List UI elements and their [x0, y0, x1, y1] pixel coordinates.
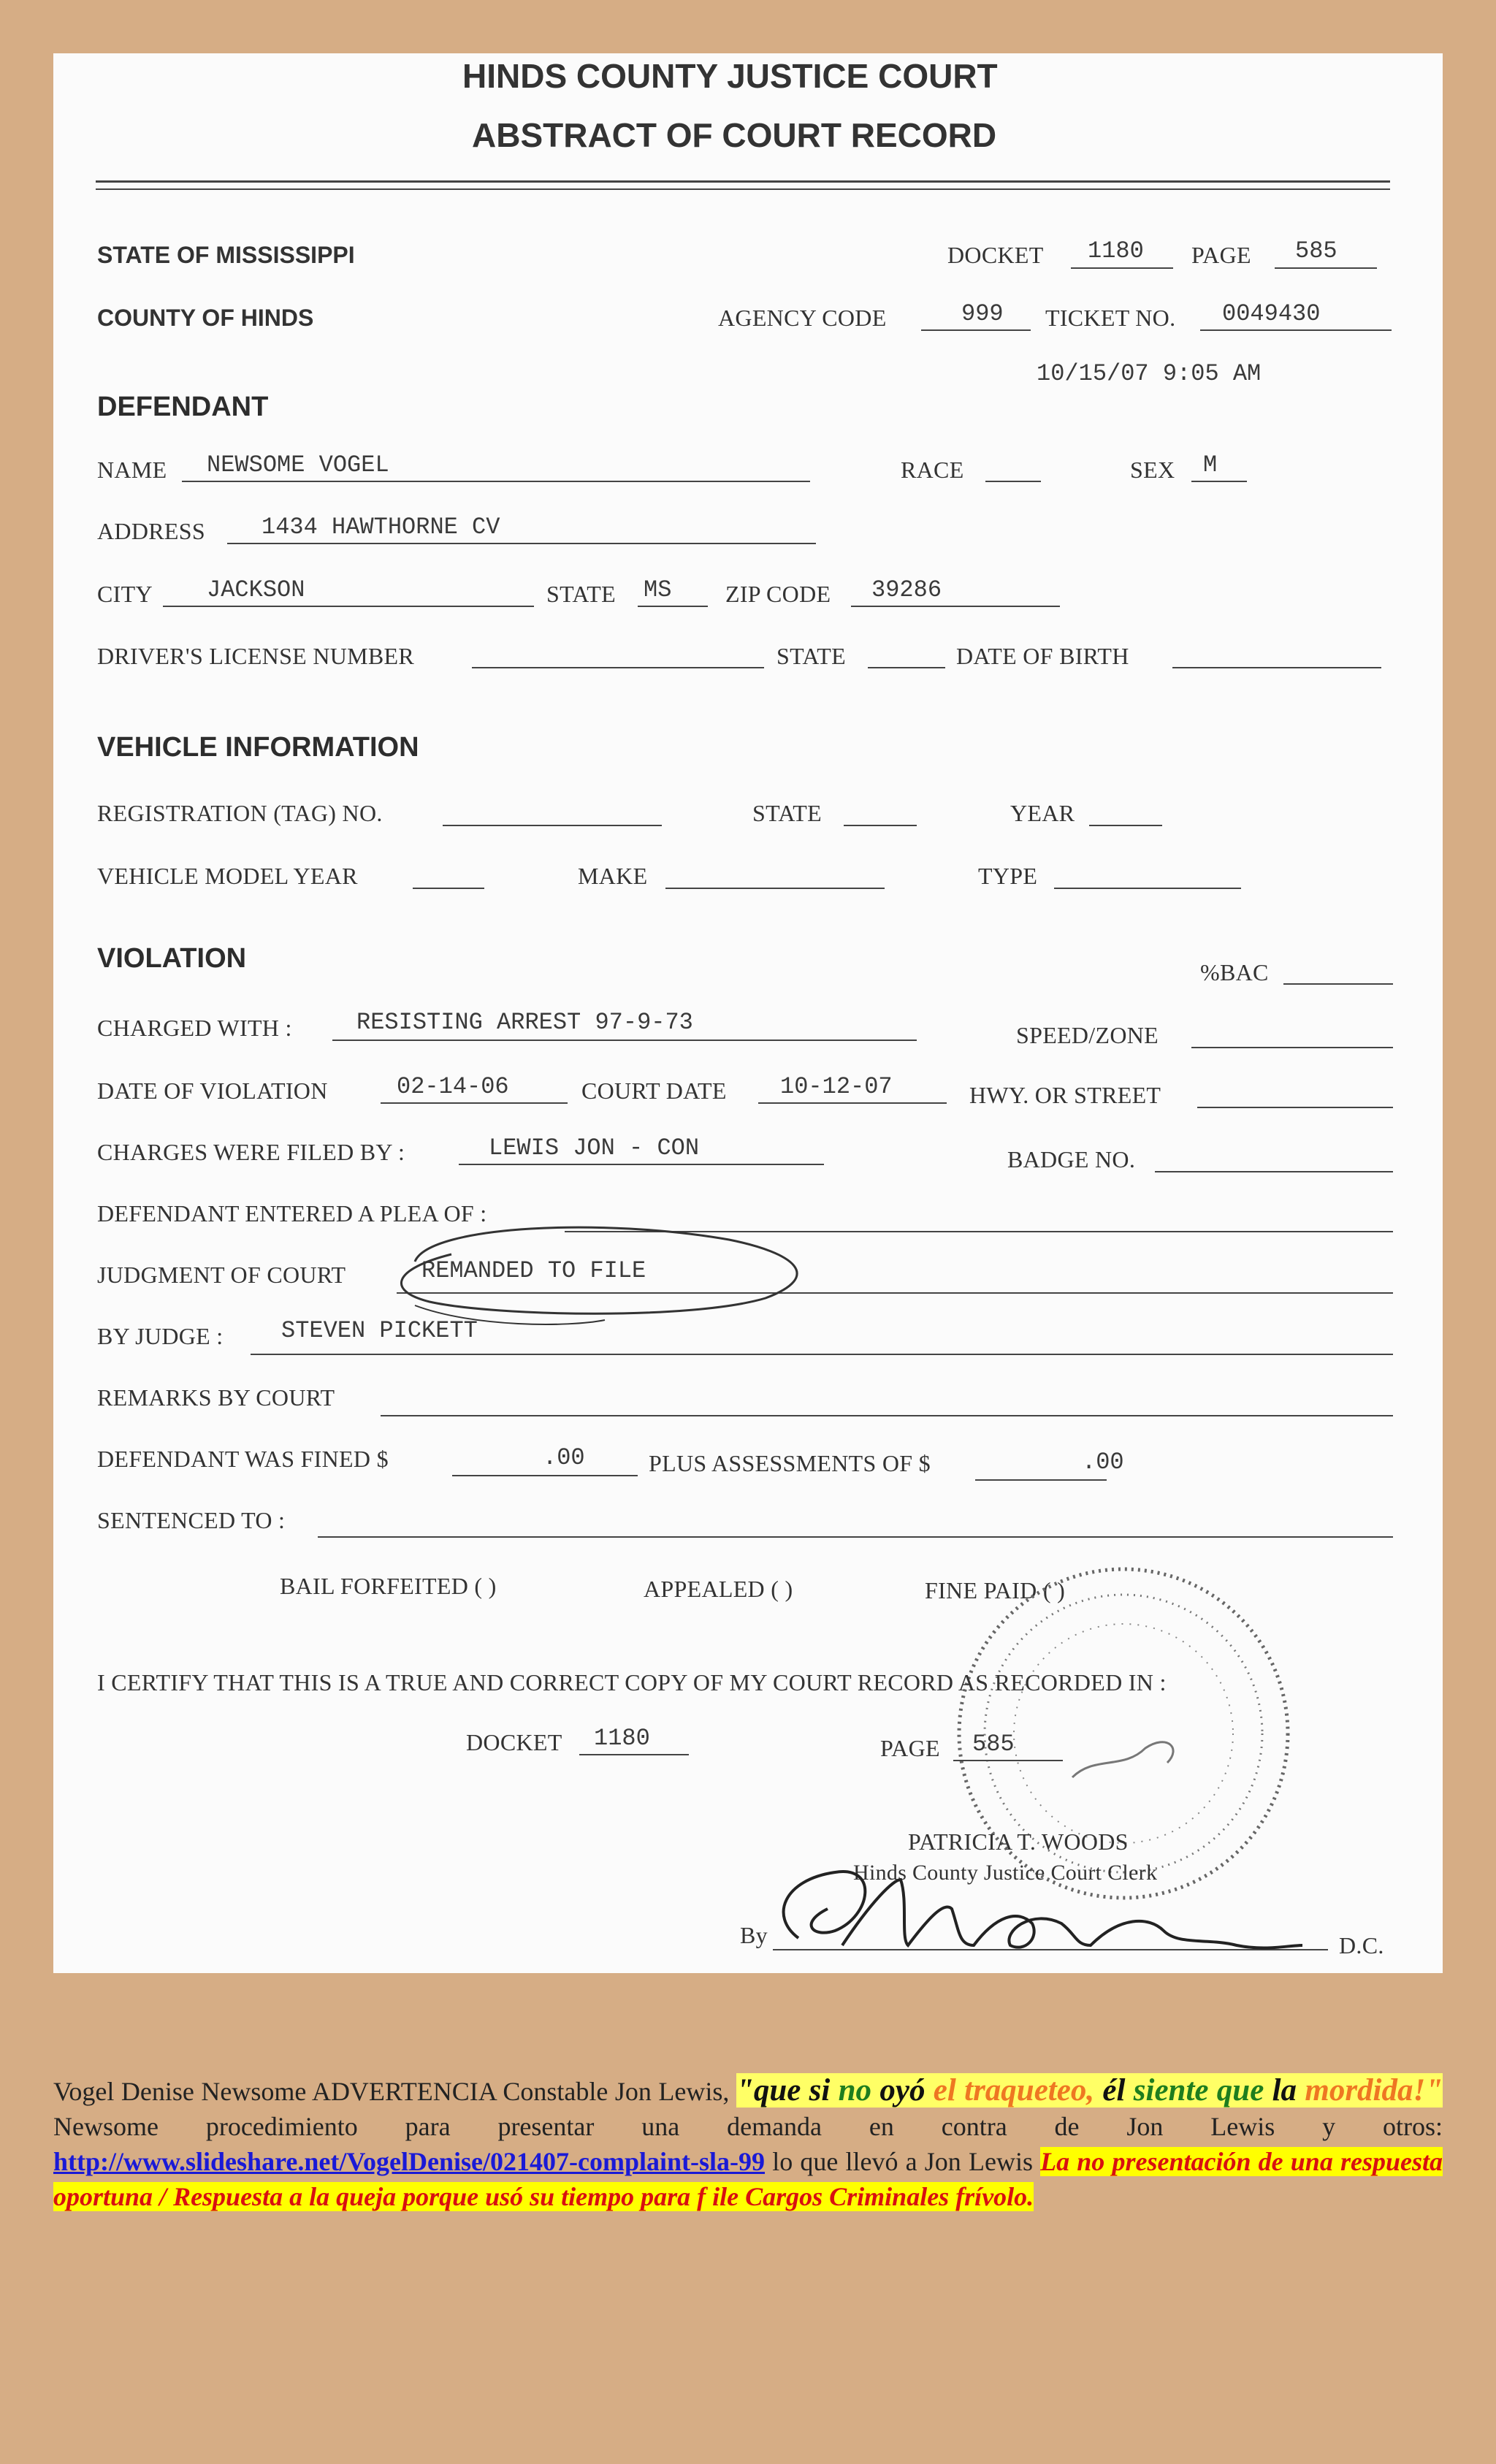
zip-label: ZIP CODE [725, 581, 831, 607]
judge-label: BY JUDGE : [97, 1323, 224, 1349]
dc-label: D.C. [1339, 1932, 1384, 1958]
badge-label: BADGE NO. [1007, 1146, 1136, 1172]
header-rule-2 [96, 188, 1390, 190]
caption-quote-6: siente [1133, 2073, 1209, 2108]
hwy-label: HWY. OR STREET [969, 1082, 1161, 1108]
state-value: MS [644, 576, 672, 603]
caption-quote-4: el traqueteo, [933, 2073, 1095, 2108]
violation-heading: VIOLATION [97, 943, 247, 974]
certify-docket-value: 1180 [594, 1725, 650, 1752]
docket-value: 1180 [1088, 237, 1144, 264]
dob-label: DATE OF BIRTH [956, 643, 1129, 669]
badge-line [1155, 1171, 1393, 1172]
address-line [227, 543, 816, 544]
court-date-label: COURT DATE [581, 1077, 727, 1104]
certify-text: I CERTIFY THAT THIS IS A TRUE AND CORRECT COPY OF MY COURT RECORD AS RECORDED IN : [97, 1669, 1167, 1696]
name-value: NEWSOME VOGEL [207, 451, 389, 478]
caption-quote-5: él [1102, 2073, 1126, 2108]
judgment-circle-mark [386, 1218, 824, 1327]
judgment-label: JUDGMENT OF COURT [97, 1262, 346, 1288]
assessments-line [975, 1479, 1107, 1481]
appealed: APPEALED ( ) [644, 1576, 793, 1602]
page-label: PAGE [1191, 242, 1251, 268]
dl-label: DRIVER'S LICENSE NUMBER [97, 643, 415, 669]
dl-state-line [868, 667, 945, 668]
dl-state-label: STATE [776, 643, 846, 669]
state-label: STATE OF MISSISSIPPI [97, 242, 355, 268]
registration-line [443, 825, 662, 826]
type-label: TYPE [978, 863, 1038, 889]
violation-date-line [381, 1102, 568, 1104]
hwy-line [1197, 1107, 1393, 1108]
certify-docket-label: DOCKET [466, 1729, 562, 1755]
slideshare-link[interactable]: http://www.slideshare.net/VogelDenise/021407-complaint-sla-99 [53, 2147, 766, 2176]
certify-page-value: 585 [972, 1731, 1015, 1758]
fine-paid: FINE PAID ( ) [925, 1577, 1066, 1603]
page-line [1275, 267, 1377, 269]
docket-line [1071, 267, 1173, 269]
charged-label: CHARGED WITH : [97, 1015, 292, 1041]
race-line [985, 481, 1041, 482]
caption-quote-9: mordida!" [1305, 2073, 1443, 2108]
header-rule [96, 180, 1390, 183]
page-value: 585 [1295, 237, 1337, 264]
plea-label: DEFENDANT ENTERED A PLEA OF : [97, 1200, 487, 1227]
charged-value: RESISTING ARREST 97-9-73 [356, 1009, 693, 1036]
assessments-label: PLUS ASSESSMENTS OF $ [649, 1450, 931, 1476]
agency-code-label: AGENCY CODE [718, 305, 887, 331]
caption-quote-2: no [838, 2073, 872, 2108]
caption-quote-1: "que si [736, 2073, 831, 2108]
make-line [665, 888, 885, 889]
court-record-document [53, 53, 1443, 1973]
vehicle-year-line [1089, 825, 1162, 826]
address-value: 1434 HAWTHORNE CV [262, 514, 500, 541]
court-date-line [758, 1102, 947, 1104]
caption-red-text: La no presentación de una respuesta oportuna / Respuesta a la queja porque usó su tiempo para f ile Cargos Criminales [53, 2147, 1443, 2211]
sentenced-label: SENTENCED TO : [97, 1507, 286, 1533]
type-line [1054, 888, 1241, 889]
zip-line [851, 606, 1060, 607]
vehicle-heading: VEHICLE INFORMATION [97, 732, 419, 763]
timestamp: 10/15/07 9:05 AM [1037, 360, 1262, 387]
name-label: NAME [97, 457, 167, 483]
vehicle-state-line [844, 825, 917, 826]
caption-quote-7: que [1216, 2073, 1264, 2108]
state-field-label: STATE [546, 581, 616, 607]
bac-label: %BAC [1200, 959, 1269, 985]
charged-line [332, 1040, 917, 1041]
vehicle-state-label: STATE [752, 800, 822, 826]
certify-page-label: PAGE [880, 1735, 940, 1761]
city-value: JACKSON [207, 576, 305, 603]
court-date-value: 10-12-07 [780, 1073, 893, 1100]
caption-after-link: lo que llevó a Jon Lewis [772, 2147, 1033, 2176]
zip-value: 39286 [871, 576, 942, 603]
judge-value: STEVEN PICKETT [281, 1317, 478, 1344]
speed-label: SPEED/ZONE [1016, 1022, 1159, 1048]
caption-quote-3: oyó [879, 2073, 926, 2108]
caption-end: frívolo. [955, 2182, 1034, 2211]
name-line [182, 481, 810, 482]
judgment-value: REMANDED TO FILE [421, 1257, 646, 1284]
ticket-label: TICKET NO. [1045, 305, 1176, 331]
violation-date-value: 02-14-06 [397, 1073, 509, 1100]
by-label: By [740, 1922, 768, 1948]
bail-forfeited: BAIL FORFEITED ( ) [280, 1573, 497, 1599]
sex-label: SEX [1130, 457, 1175, 483]
document-title: HINDS COUNTY JUSTICE COURT [462, 57, 998, 95]
remarks-label: REMARKS BY COURT [97, 1384, 335, 1411]
filed-by-value: LEWIS JON - CON [489, 1134, 700, 1162]
docket-label: DOCKET [947, 242, 1044, 268]
defendant-heading: DEFENDANT [97, 392, 269, 422]
certify-docket-line [579, 1754, 689, 1755]
remarks-line [381, 1415, 1393, 1416]
fined-label: DEFENDANT WAS FINED $ [97, 1446, 389, 1472]
speed-line [1191, 1047, 1393, 1048]
clerk-title: Hinds County Justice Court Clerk [853, 1861, 1158, 1885]
fined-value: .00 [543, 1444, 585, 1471]
violation-date-label: DATE OF VIOLATION [97, 1077, 328, 1104]
state-line [638, 606, 708, 607]
vehicle-year-label: YEAR [1010, 800, 1075, 826]
document-subtitle: ABSTRACT OF COURT RECORD [472, 116, 997, 154]
model-year-line [413, 888, 484, 889]
sex-value: M [1203, 451, 1218, 478]
clerk-signature [755, 1836, 1310, 1967]
race-label: RACE [901, 457, 964, 483]
fined-line [452, 1475, 638, 1476]
caption-intro: Vogel Denise Newsome ADVERTENCIA Constable Jon Lewis, [53, 2077, 730, 2106]
city-label: CITY [97, 581, 153, 607]
assessments-value: .00 [1082, 1449, 1124, 1476]
ticket-line [1200, 329, 1392, 331]
judge-line [251, 1354, 1393, 1355]
sentenced-line [318, 1536, 1393, 1538]
county-label: COUNTY OF HINDS [97, 305, 314, 331]
ticket-value: 0049430 [1222, 300, 1321, 327]
agency-line [921, 329, 1031, 331]
certify-page-line [953, 1760, 1063, 1761]
dob-line [1172, 667, 1381, 668]
city-line [163, 606, 534, 607]
clerk-name: PATRICIA T. WOODS [908, 1828, 1129, 1855]
address-label: ADDRESS [97, 518, 205, 544]
agency-code-value: 999 [961, 300, 1004, 327]
caption-paragraph [53, 2073, 1443, 2214]
filed-by-line [459, 1164, 824, 1165]
filed-by-label: CHARGES WERE FILED BY : [97, 1139, 405, 1165]
bac-line [1283, 983, 1393, 985]
model-year-label: VEHICLE MODEL YEAR [97, 863, 358, 889]
sex-line [1191, 481, 1247, 482]
registration-label: REGISTRATION (TAG) NO. [97, 800, 383, 826]
caption-middle: Newsome procedimiento para presentar una demanda en contra de Jon Lewis y otros: [53, 2112, 1443, 2141]
dl-line [472, 667, 764, 668]
caption-quote-8: la [1272, 2073, 1297, 2108]
make-label: MAKE [578, 863, 648, 889]
